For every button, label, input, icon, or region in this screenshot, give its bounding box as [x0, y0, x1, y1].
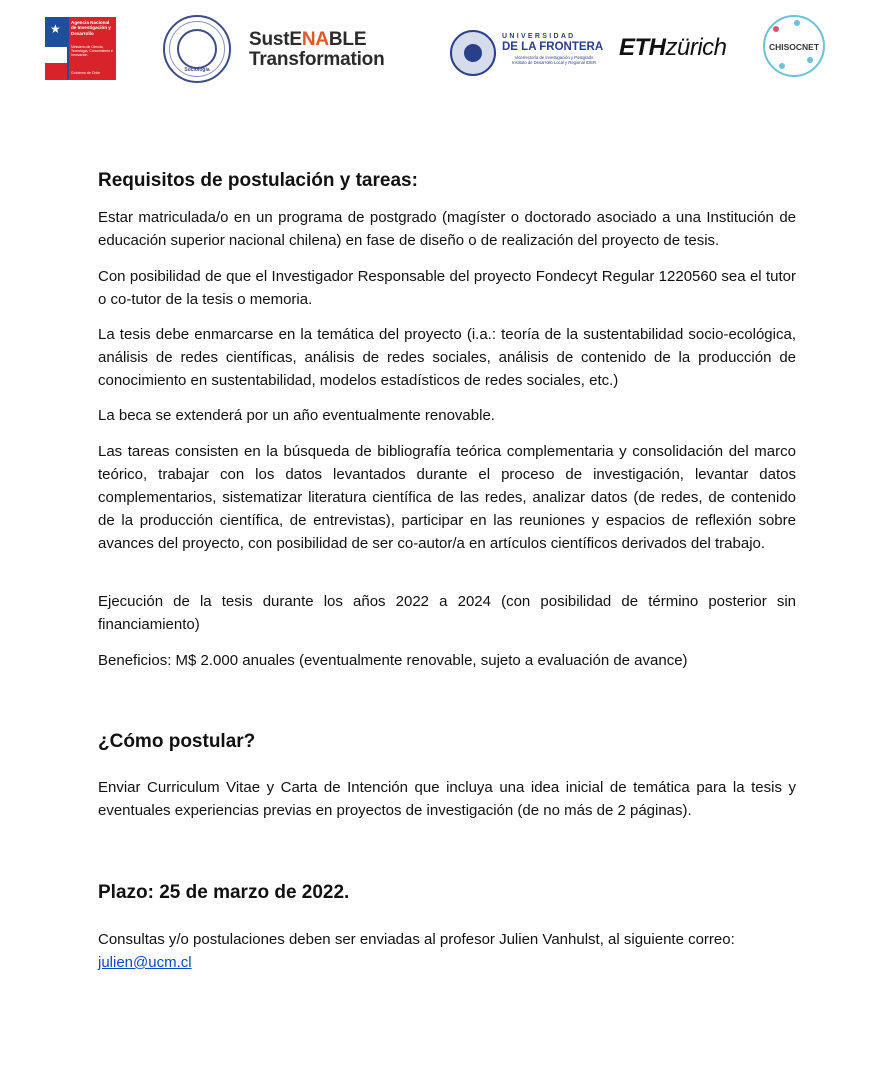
- sustenable-line1: SustENABLE: [249, 29, 367, 50]
- eth-light: zürich: [665, 34, 727, 61]
- requisitos-heading: Requisitos de postulación y tareas:: [98, 170, 418, 191]
- anid-name: Agencia Nacional de Investigación y Desarrollo: [71, 20, 111, 36]
- network-node-icon: [794, 20, 800, 26]
- chisocnet-logo: [763, 15, 825, 77]
- ufro-logo: [450, 30, 604, 78]
- chile-flag-icon: ★: [45, 17, 67, 80]
- sustenable-line2: Transformation: [249, 49, 385, 70]
- chisocnet-label: CHISOCNET: [768, 42, 820, 52]
- anid-logo: [45, 17, 116, 80]
- ejecucion-paragraph: Ejecución de la tesis durante los años 2022 a 2024 (con posibilidad de término posterior sin financiamiento): [98, 593, 796, 633]
- anid-ministry: Ministerio de Ciencia, Tecnología, Conocimiento e Innovación: [71, 45, 113, 57]
- eth-bold: ETH: [619, 34, 666, 61]
- requisito-paragraph: La beca se extenderá por un año eventualmente renovable.: [98, 407, 495, 424]
- consultas-text: Consultas y/o postulaciones deben ser enviadas al profesor Julien Vanhulst, al siguiente correo:: [98, 931, 735, 948]
- ufro-line2: DE LA FRONTERA: [502, 41, 604, 53]
- seal-label: Sociología: [184, 67, 210, 73]
- requisito-paragraph: Con posibilidad de que el Investigador Responsable del proyecto Fondecyt Regular 1220560 sea el tutor o co-tutor de la tesis o memoria.: [98, 268, 796, 308]
- anid-footer: Gobierno de Chile: [71, 71, 100, 75]
- sociologia-seal-logo: [163, 15, 231, 83]
- sustenable-transformation-logo: [249, 30, 434, 72]
- requisito-paragraph: La tesis debe enmarcarse en la temática del proyecto (i.a.: teoría de la sustentabilidad socio-ecológica, análisis de redes científicas, análisis de redes sociales, análisis de contenido de la producción de conocimiento en sustentabilidad, modelos estadísticos de redes sociales, etc.): [98, 326, 796, 389]
- ufro-line1: UNIVERSIDAD: [502, 33, 576, 40]
- ufro-line3: Vicerrectoría de Investigación y Postgrado Instituto de Desarrollo Local y Regional IDER: [511, 55, 597, 65]
- network-node-icon: [807, 57, 813, 63]
- como-postular-heading: ¿Cómo postular?: [98, 731, 256, 752]
- como-postular-paragraph: Enviar Curriculum Vitae y Carta de Intención que incluya una idea inicial de temática para la tesis y eventuales experiencias previas en proyectos de investigación (de no más de 2 páginas).: [98, 779, 796, 819]
- network-node-icon: [773, 26, 779, 32]
- tareas-paragraph: Las tareas consisten en la búsqueda de bibliografía teórica complementaria y consolidación del marco teórico, trabajar con los datos levantados durante el proceso de investigación, levantar datos complementarios, sistematizar literatura científica de las redes, analizar datos (de redes, de contenido de la producción científica, de entrevistas), participar en las reuniones y espacios de reflexión sobre avances del proyecto, con posibilidad de ser co-autor/a en artículos científicos derivados del trabajo.: [98, 443, 796, 552]
- beneficios-paragraph: Beneficios: M$ 2.000 anuales (eventualmente renovable, sujeto a evaluación de avance): [98, 652, 688, 669]
- network-node-icon: [779, 63, 785, 69]
- logo-bar: [0, 0, 880, 100]
- consultas-paragraph: [98, 928, 796, 974]
- eth-zurich-logo: [619, 34, 727, 62]
- ufro-emblem-icon: [450, 30, 496, 76]
- email-link[interactable]: julien@ucm.cl: [98, 954, 192, 971]
- requisito-paragraph: Estar matriculada/o en un programa de postgrado (magíster o doctorado asociado a una Institución de educación superior nacional chilena) en fase de diseño o de realización del proyecto de tesis.: [98, 209, 796, 249]
- plazo-heading: Plazo: 25 de marzo de 2022.: [98, 882, 350, 903]
